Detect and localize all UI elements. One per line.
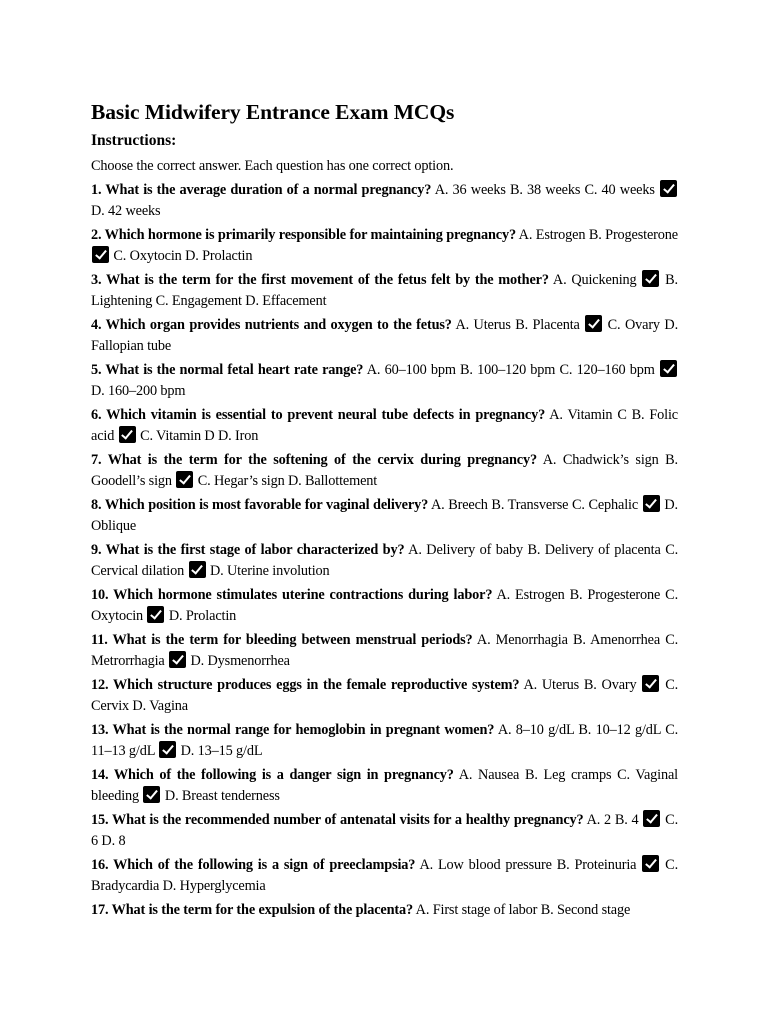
- question-stem: 7. What is the term for the softening of the cervix during pregnancy?: [91, 452, 537, 468]
- question-item: [91, 536, 678, 581]
- question-stem: 12. Which structure produces eggs in the female reproductive system?: [91, 677, 520, 693]
- check-mark-icon: [585, 315, 602, 332]
- question-options-after-check: C. Cervix D. Vagina: [91, 677, 679, 714]
- question-item: [91, 491, 678, 536]
- check-mark-icon: [92, 246, 109, 263]
- question-options-after-check: C. Oxytocin D. Prolactin: [110, 247, 253, 264]
- question-options: A. Estrogen B. Progesterone C. Oxytocin: [91, 587, 678, 624]
- question-item: [91, 581, 678, 626]
- question-options: A. Nausea B. Leg cramps C. Vaginal bleeding: [91, 767, 678, 804]
- question-options: A. Menorrhagia B. Amenorrhea C. Metrorrhagia: [91, 632, 679, 669]
- check-mark-icon: [660, 360, 677, 377]
- check-mark-icon: [643, 495, 660, 512]
- question-item: [91, 446, 678, 491]
- question-item: [91, 671, 678, 716]
- question-item: [91, 401, 678, 446]
- question-options: A. 60–100 bpm B. 100–120 bpm C. 120–160 bpm: [363, 362, 660, 378]
- question-options: A. Quickening: [548, 272, 642, 288]
- question-options: A. Delivery of baby B. Delivery of placenta C. Cervical dilation: [91, 542, 678, 579]
- question-item: [91, 266, 678, 311]
- check-mark-icon: [169, 651, 186, 668]
- question-options-after-check: D. Breast tenderness: [161, 787, 280, 804]
- check-mark-icon: [642, 270, 659, 287]
- question-stem: 1. What is the average duration of a normal pregnancy?: [91, 182, 432, 198]
- question-item: [91, 356, 678, 401]
- question-options: A. Low blood pressure B. Proteinuria: [415, 857, 642, 873]
- question-stem: 5. What is the normal fetal heart rate range?: [91, 362, 364, 378]
- question-stem: 3. What is the term for the first movement of the fetus felt by the mother?: [91, 272, 549, 288]
- question-options-after-check: B. Lightening C. Engagement D. Effacement: [91, 272, 678, 309]
- question-options-after-check: D. 42 weeks: [91, 202, 161, 219]
- question-item: [91, 626, 678, 671]
- question-stem: 15. What is the recommended number of antenatal visits for a healthy pregnancy?: [91, 812, 584, 828]
- question-options: A. 36 weeks B. 38 weeks C. 40 weeks: [431, 182, 659, 198]
- question-options: A. Vitamin C B. Folic acid: [91, 407, 678, 444]
- question-item: [91, 806, 678, 851]
- question-stem: 10. Which hormone stimulates uterine contractions during labor?: [91, 587, 493, 603]
- question-options: A. First stage of labor B. Second stage: [413, 902, 631, 918]
- question-list: [91, 176, 678, 921]
- question-options-after-check: C. 6 D. 8: [91, 812, 678, 849]
- check-mark-icon: [643, 810, 660, 827]
- check-mark-icon: [176, 471, 193, 488]
- document-page: [91, 98, 678, 921]
- question-item: [91, 896, 678, 921]
- question-options-after-check: D. 160–200 bpm: [91, 382, 186, 399]
- check-mark-icon: [143, 786, 160, 803]
- question-item: [91, 851, 678, 896]
- question-options: A. Estrogen B. Progesterone: [515, 227, 678, 243]
- question-options-after-check: D. Prolactin: [165, 607, 237, 624]
- question-stem: 13. What is the normal range for hemoglobin in pregnant women?: [91, 722, 495, 738]
- question-options-after-check: C. Vitamin D D. Iron: [136, 427, 259, 444]
- question-item: [91, 761, 678, 806]
- question-item: [91, 221, 678, 266]
- question-options-after-check: D. Uterine involution: [206, 562, 330, 579]
- question-stem: 16. Which of the following is a sign of preeclampsia?: [91, 857, 416, 873]
- question-options: A. Uterus B. Ovary: [519, 677, 642, 693]
- question-item: [91, 176, 678, 221]
- question-options-after-check: D. 13–15 g/dL: [177, 742, 263, 759]
- question-options: A. 2 B. 4: [583, 812, 643, 828]
- document-title: Basic Midwifery Entrance Exam MCQs: [91, 100, 455, 124]
- question-options: A. Breech B. Transverse C. Cephalic: [428, 497, 642, 513]
- instructions-text: Choose the correct answer. Each question has one correct option.: [91, 158, 454, 174]
- question-stem: 14. Which of the following is a danger sign in pregnancy?: [91, 767, 454, 783]
- question-stem: 2. Which hormone is primarily responsible for maintaining pregnancy?: [91, 227, 516, 243]
- question-stem: 4. Which organ provides nutrients and oxygen to the fetus?: [91, 317, 452, 333]
- check-mark-icon: [642, 855, 659, 872]
- question-options-after-check: D. Dysmenorrhea: [187, 652, 290, 669]
- question-options: A. Chadwick’s sign B. Goodell’s sign: [91, 452, 678, 489]
- question-options-after-check: C. Bradycardia D. Hyperglycemia: [91, 857, 678, 894]
- check-mark-icon: [119, 426, 136, 443]
- check-mark-icon: [189, 561, 206, 578]
- question-options-after-check: C. Ovary D. Fallopian tube: [91, 317, 678, 354]
- question-stem: 11. What is the term for bleeding between menstrual periods?: [91, 632, 473, 648]
- question-options-after-check: C. Hegar’s sign D. Ballottement: [194, 472, 378, 489]
- question-options-after-check: D. Oblique: [91, 497, 678, 534]
- question-options: A. Uterus B. Placenta: [451, 317, 585, 333]
- question-item: [91, 311, 678, 356]
- check-mark-icon: [642, 675, 659, 692]
- question-stem: 8. Which position is most favorable for vaginal delivery?: [91, 497, 429, 513]
- question-stem: 9. What is the first stage of labor characterized by?: [91, 542, 405, 558]
- question-stem: 17. What is the term for the expulsion of the placenta?: [91, 902, 414, 918]
- check-mark-icon: [159, 741, 176, 758]
- check-mark-icon: [147, 606, 164, 623]
- question-options: A. 8–10 g/dL B. 10–12 g/dL C. 11–13 g/dL: [91, 722, 679, 759]
- question-stem: 6. Which vitamin is essential to prevent neural tube defects in pregnancy?: [91, 407, 546, 423]
- check-mark-icon: [660, 180, 677, 197]
- instructions-heading: Instructions:: [91, 132, 177, 149]
- question-item: [91, 716, 678, 761]
